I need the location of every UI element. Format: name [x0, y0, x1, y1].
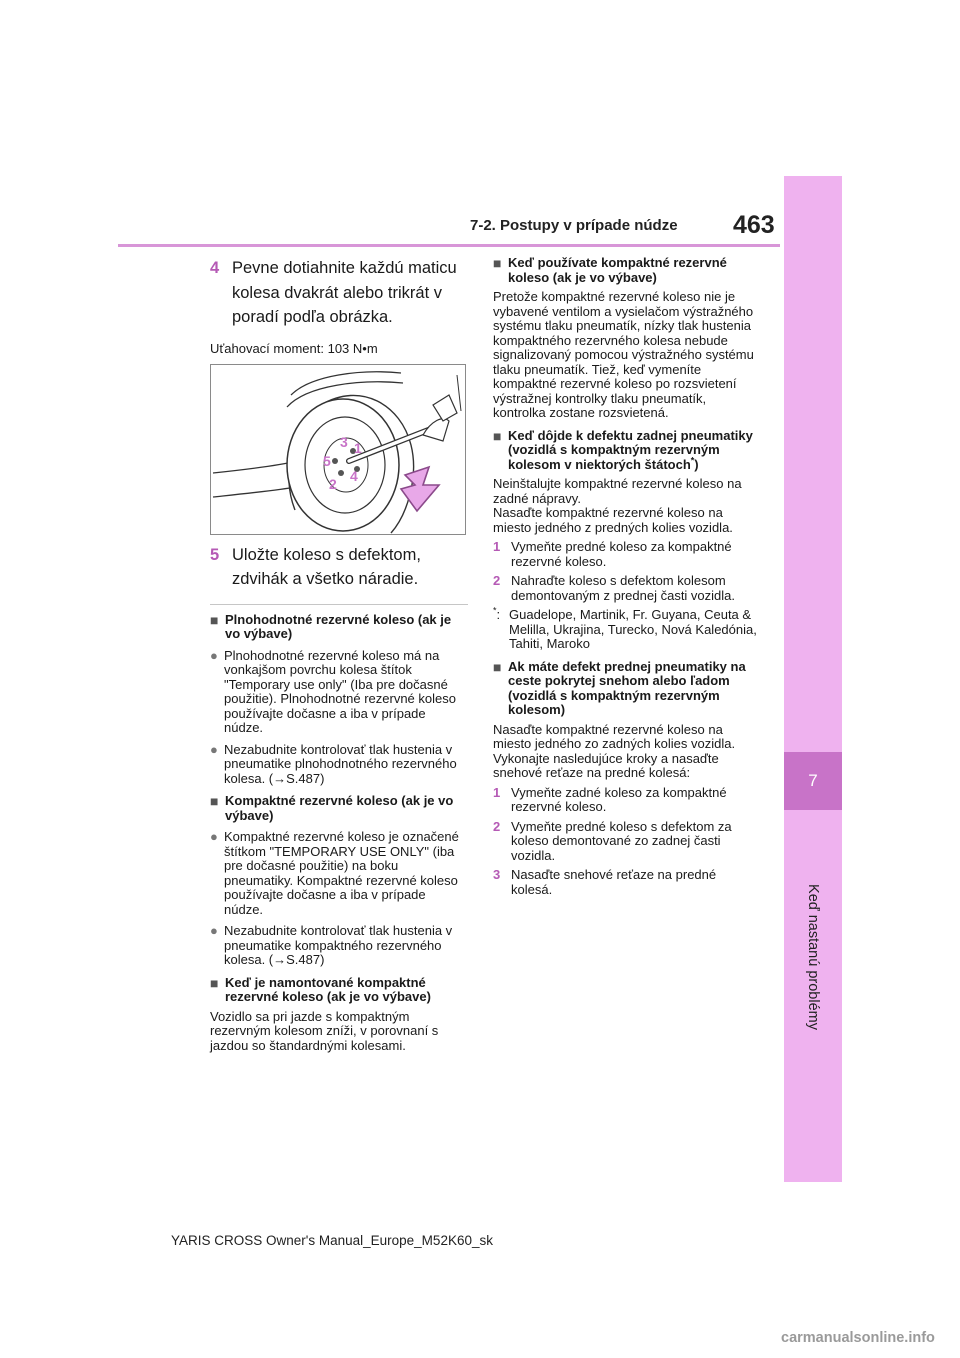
heading-text: Ak máte defekt prednej pneumatiky na ceste pokrytej snehom alebo ľadom (vozidlá s kompaktným rezervným kolesom): [508, 658, 746, 717]
step-number: 3: [493, 867, 501, 882]
step-text: Pevne dotiahnite každú maticu kolesa dvakrát alebo trikrát v poradí podľa obrázka.: [232, 259, 457, 326]
wheel-nut-figure: [210, 364, 466, 535]
chapter-number-box: [784, 752, 842, 810]
heading-rear-defect: [493, 429, 758, 473]
heading-text: Plnohodnotné rezervné koleso (ak je vo výbave): [225, 611, 452, 641]
square-bullet-icon: ■: [493, 427, 502, 444]
heading-front-defect-snow: [493, 660, 758, 718]
paragraph: Nasaďte kompaktné rezervné koleso na miesto jedného z predných kolies vozidla.: [493, 505, 733, 535]
torque-note: Uťahovací moment: 103 N•m: [210, 340, 378, 356]
step-number: 4: [210, 259, 220, 277]
section-divider: [210, 604, 468, 605]
step-item: [493, 820, 758, 864]
heading-text: Kompaktné rezervné koleso (ak je vo výbave): [225, 793, 454, 823]
section-title: 7-2. Postupy v prípade núdze: [470, 217, 678, 234]
footer-text: YARIS CROSS Owner's Manual_Europe_M52K60_sk: [171, 1233, 493, 1248]
step-item: [493, 786, 758, 815]
right-column: [493, 254, 758, 897]
footnote: [493, 605, 758, 652]
bullet-item: [210, 830, 468, 917]
svg-text:1: 1: [354, 439, 362, 456]
chapter-number: 7: [808, 771, 818, 790]
watermark: carmanualsonline.info: [781, 1330, 935, 1346]
svg-text:2: 2: [329, 475, 337, 492]
heading-compact-mounted: [210, 976, 468, 1005]
wheel-illustration: [211, 365, 465, 534]
step-text: Vymeňte predné koleso s defektom za koleso demontované zo zadnej časti vozidla.: [511, 818, 732, 863]
svg-text:4: 4: [350, 467, 358, 484]
step-text: Nasaďte snehové reťaze na predné kolesá.: [511, 867, 717, 897]
step-number: 5: [210, 545, 220, 564]
footnote-marker: *: [690, 455, 695, 466]
square-bullet-icon: ■: [210, 611, 219, 628]
header-rule: [118, 244, 780, 247]
paragraph: Vozidlo sa pri jazde s kompaktným rezervným kolesom zníži, v porovnaní s jazdou so štandardnými kolesami.: [210, 1008, 439, 1053]
step-5: [210, 543, 468, 592]
square-bullet-icon: ■: [210, 793, 219, 809]
step-number: 1: [493, 539, 501, 554]
paragraph: Neinštalujte kompaktné rezervné koleso na zadné nápravy.: [493, 476, 742, 506]
step-text: Vymeňte zadné koleso za kompaktné rezervné koleso.: [511, 784, 727, 814]
bullet-text: Nezabudnite kontrolovať tlak hustenia v pneumatike plnohodnotného rezervného kolesa. (→S.487): [224, 741, 457, 786]
heading-text: Keď používate kompaktné rezervné koleso (ak je vo výbave): [508, 255, 727, 285]
step-4: [210, 256, 468, 330]
footnote-text: Guadelope, Martinik, Fr. Guyana, Ceuta & Melilla, Ukrajina, Turecko, Nová Kaledónia, Tahiti, Maroko: [509, 607, 757, 651]
bullet-item: [210, 743, 468, 787]
paragraph: Nasaďte kompaktné rezervné koleso na miesto jedného zo zadných kolies vozidla. Vykonajte nasledujúce kroky a nasaďte snehové reťaze na predné kolesá:: [493, 721, 736, 780]
heading-text: [508, 429, 758, 473]
chapter-tab-band: [784, 176, 842, 1182]
bullet-text: Plnohodnotné rezervné koleso má na vonkajšom povrchu kolesa štítok "Temporary use only" (Iba pre dočasné použitie). Plnohodnotné rezervné koleso používajte dočasne a iba v prípade núdze.: [224, 647, 456, 735]
bullet-text: Nezabudnite kontrolovať tlak hustenia v pneumatike kompaktného rezervného kolesa. (→S.487): [224, 923, 453, 967]
square-bullet-icon: ■: [493, 658, 502, 675]
svg-text:5: 5: [323, 452, 331, 469]
step-text: Uložte koleso s defektom, zdvihák a všetko náradie.: [232, 545, 421, 588]
heading-using-compact: [493, 256, 758, 285]
left-column: [210, 254, 468, 1053]
step-text: Nahraďte koleso s defektom kolesom demontovaným z prednej časti vozidla.: [511, 573, 736, 603]
step-number: 2: [493, 818, 501, 834]
svg-text:3: 3: [340, 433, 348, 450]
circle-bullet-icon: ●: [210, 923, 218, 938]
chapter-title-text: Keď nastanú problémy: [805, 884, 821, 1030]
heading-text: Keď je namontované kompaktné rezervné koleso (ak je vo výbave): [225, 974, 431, 1004]
page-number: 463: [733, 211, 775, 239]
square-bullet-icon: ■: [493, 255, 502, 271]
paragraph: Pretože kompaktné rezervné koleso nie je vybavené ventilom a vysielačom výstražného systému tlaku pneumatík, nízky tlak hustenia kompaktného rezervného kolesa nebude signalizovaný pomocou výstražného systému tlaku pneumatík. Tiež, keď vymeníte kompaktné rezervné koleso po rozsvietení výstražnej kontrolky tlaku pneumatík, kontrolka zostane rozsvietená.: [493, 289, 754, 420]
circle-bullet-icon: ●: [210, 829, 218, 844]
bullet-item: [210, 649, 468, 736]
square-bullet-icon: ■: [210, 974, 219, 991]
step-item: [493, 574, 758, 603]
circle-bullet-icon: ●: [210, 741, 218, 757]
step-item: [493, 868, 758, 897]
heading-full-spare: [210, 613, 468, 642]
footnote-marker: *: [493, 605, 497, 616]
circle-bullet-icon: ●: [210, 647, 218, 663]
heading-main: Keď dôjde k defektu zadnej pneumatiky (vozidlá s kompaktným rezervným kolesom v niektorých štátoch: [508, 427, 753, 472]
heading-close: ): [694, 456, 699, 472]
step-text: Vymeňte predné koleso za kompaktné rezervné koleso.: [511, 539, 732, 569]
step-number: 1: [493, 784, 501, 800]
bullet-text: Kompaktné rezervné koleso je označené štítkom "TEMPORARY USE ONLY" (iba pre dočasné použitie) na boku pneumatiky. Kompaktné rezervné koleso používajte dočasne a iba v prípade núdze.: [224, 829, 459, 917]
page-footer: [0, 1233, 960, 1248]
heading-compact-spare: [210, 794, 468, 823]
step-number: 2: [493, 573, 501, 588]
footnote-mark: *:: [493, 605, 501, 622]
bullet-item: [210, 924, 468, 968]
step-item: [493, 540, 758, 569]
